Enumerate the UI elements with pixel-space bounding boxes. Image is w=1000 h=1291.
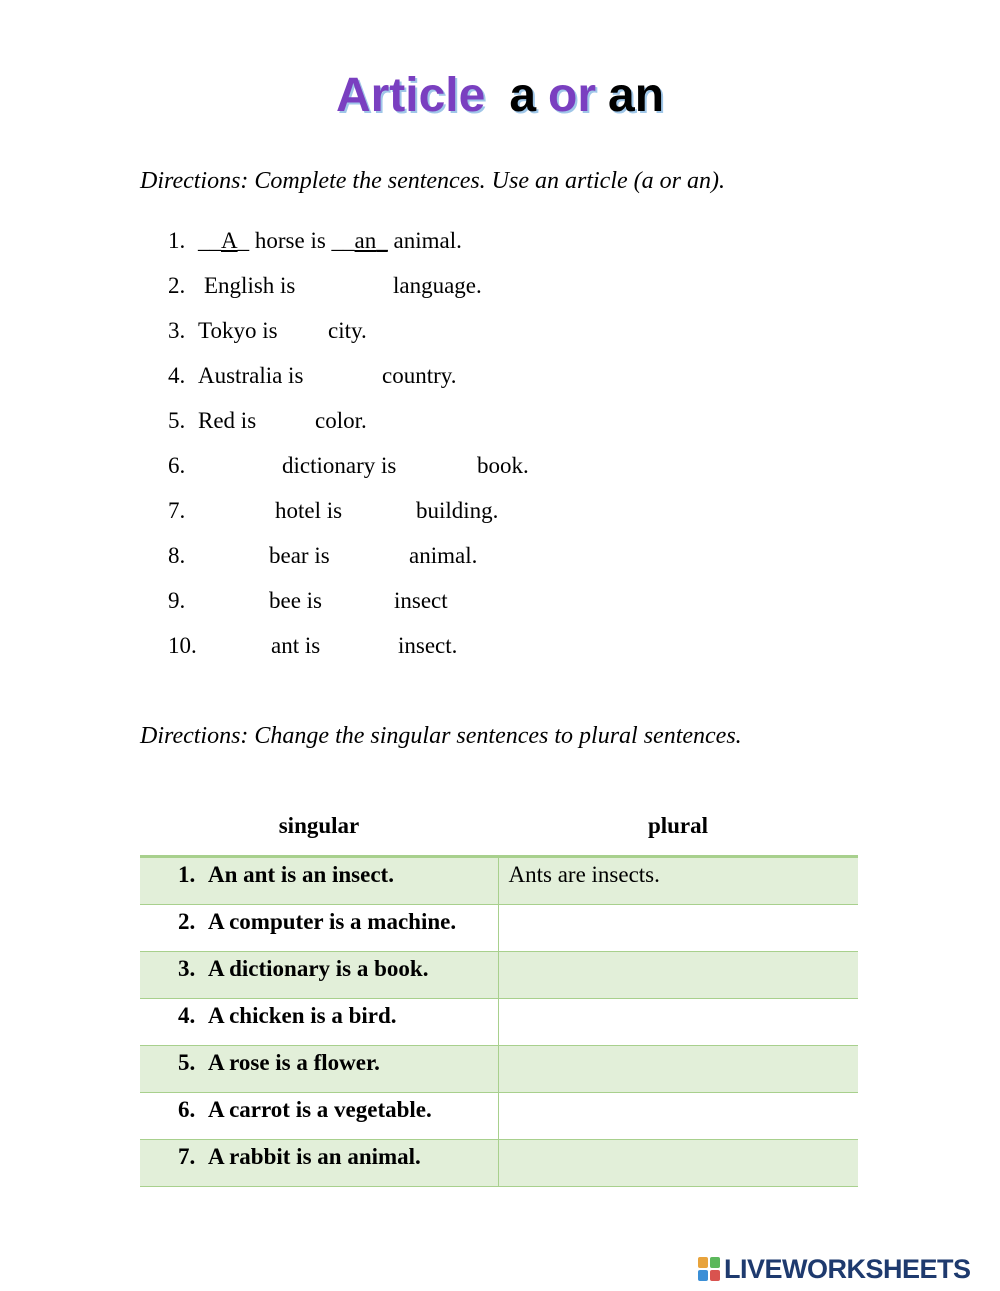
item-text-before-blank: bee is — [269, 588, 323, 613]
table-row — [140, 905, 858, 952]
item-text-before-blank: Red is — [198, 408, 257, 433]
item-text: __A_ horse is __an_ animal. — [198, 228, 462, 253]
item-text-after-blank: language. — [393, 273, 482, 298]
singular-cell: 5. A rose is a flower. — [140, 1046, 498, 1093]
plural-answer-cell[interactable] — [498, 952, 858, 999]
liveworksheets-logo — [698, 1252, 971, 1286]
item-text-after-blank: book. — [477, 453, 529, 478]
answer-an: an — [354, 228, 377, 253]
worksheet-title — [0, 66, 1000, 126]
item-text-after-blank: country. — [382, 363, 457, 388]
item-number: 6. — [168, 453, 186, 478]
item-text-after-blank: building. — [416, 498, 499, 523]
item-text-before-blank: ant is — [271, 633, 321, 658]
item-text-before-blank: hotel is — [275, 498, 343, 523]
item-number: 4. — [168, 363, 186, 388]
item-text-before-blank: bear is — [269, 543, 330, 568]
column-header-singular: singular — [278, 813, 360, 838]
answer-a: A — [221, 228, 238, 253]
logo-text: LIVEWORKSHEETS — [724, 1253, 971, 1284]
item-number: 10. — [168, 633, 197, 658]
title-word-or: or — [548, 69, 597, 122]
table-row — [140, 857, 858, 905]
item-number: 8. — [168, 543, 186, 568]
title-word-a: a — [509, 69, 537, 122]
table-row — [140, 999, 858, 1046]
column-header-plural: plural — [647, 813, 709, 838]
singular-cell: 1. An ant is an insect. — [140, 857, 498, 905]
plural-answer-cell[interactable]: Ants are insects. — [498, 857, 858, 905]
item-number: 5. — [168, 408, 186, 433]
item-number: 9. — [168, 588, 186, 613]
directions-complete-sentences: Directions: Complete the sentences. Use an article (a or an). — [140, 168, 725, 194]
plural-answer-cell[interactable] — [498, 1140, 858, 1187]
singular-cell: 2. A computer is a machine. — [140, 905, 498, 952]
item-text-before-blank: Australia is — [198, 363, 304, 388]
item-text-before-blank: dictionary is — [282, 453, 397, 478]
directions-plural-sentences: Directions: Change the singular sentences to plural sentences. — [140, 723, 742, 749]
singular-cell: 4. A chicken is a bird. — [140, 999, 498, 1046]
singular-plural-table — [140, 855, 858, 1187]
item-text-after-blank: insect — [394, 588, 448, 613]
item-text-after-blank: city. — [328, 318, 367, 343]
table-row — [140, 1046, 858, 1093]
item-text-after-blank: animal. — [409, 543, 478, 568]
item-number: 1. — [168, 228, 186, 253]
logo-blocks-icon — [698, 1257, 720, 1281]
plural-answer-cell[interactable] — [498, 1093, 858, 1140]
item-number: 7. — [168, 498, 186, 523]
table-row — [140, 1093, 858, 1140]
singular-cell: 7. A rabbit is an animal. — [140, 1140, 498, 1187]
table-row — [140, 952, 858, 999]
item-text-before-blank: English is — [204, 273, 296, 298]
plural-answer-cell[interactable] — [498, 905, 858, 952]
singular-cell: 6. A carrot is a vegetable. — [140, 1093, 498, 1140]
title-word-article: Article — [335, 69, 486, 122]
item-number: 3. — [168, 318, 186, 343]
plural-answer-cell[interactable] — [498, 999, 858, 1046]
item-number: 2. — [168, 273, 186, 298]
title-word-an: an — [608, 69, 665, 122]
plural-answer-cell[interactable] — [498, 1046, 858, 1093]
item-text-after-blank: color. — [315, 408, 367, 433]
item-text-after-blank: insect. — [398, 633, 458, 658]
singular-cell: 3. A dictionary is a book. — [140, 952, 498, 999]
table-row — [140, 1140, 858, 1187]
item-text-before-blank: Tokyo is — [198, 318, 278, 343]
